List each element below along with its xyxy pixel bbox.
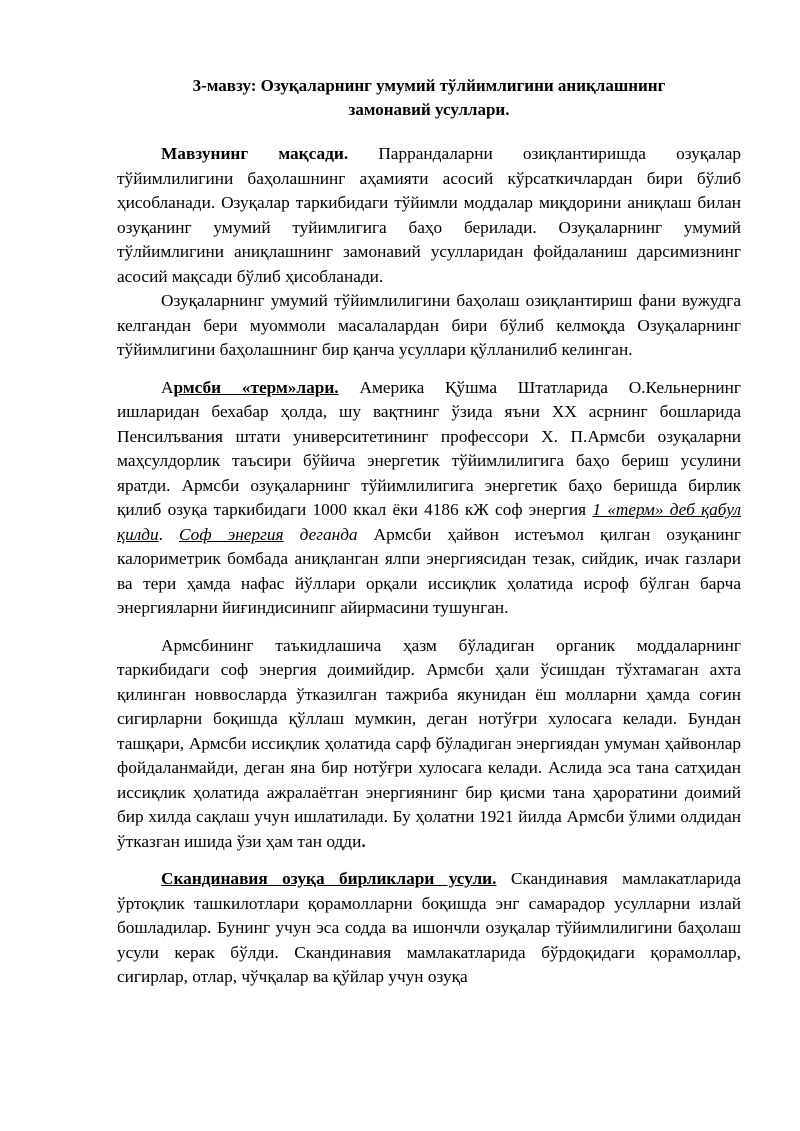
document-title	[117, 74, 741, 122]
armsby-text-1: Америка Қўшма Штатларида О.Кельнернинг ишларидан бехабар ҳолда, шу вақтнинг ўзида яъни XX асрнинг бошларида Пенсилъвания штати университетининг профессори Х. П.Армсби озуқаларни маҳсулдорлик таъсири бўйича энергетик тўйимлилигига баҳо бериш усулини яратди. Армсби озуқаларнинг тўйимлилигига энергетик баҳо беришда бирлик қилиб озуқа таркибидаги 1000 ккал ёки 4186 кЖ соф энергия	[117, 377, 741, 519]
scandinavian-heading: Скандинавия озуқа бирликлари усули.	[161, 869, 497, 888]
purpose-heading: Мавзунинг мақсади.	[161, 144, 349, 163]
armsby-heading: рмсби «терм»лари.	[173, 377, 339, 397]
paragraph-scandinavian	[117, 867, 741, 990]
document-page	[117, 74, 741, 990]
armsby-heading-initial: А	[161, 377, 174, 397]
armsby-conclusions-text: Армсбининг таъкидлашича ҳазм бўладиган органик моддаларнинг таркибидаги соф энергия доимийдир. Армсби ҳали ўсишдан тўхтамаган ахта қилинган новвосларда ўтказилган тажриба якунидан ёш молларни ҳамда соғин сигирларни боқишда қўллаш мумкин, деган нотўғри хулосага келади. Бундан ташқари, Армсби иссиқлик ҳолатида сарф бўладиган энергиядан умуман ҳайвонлар фойдаланмайди, деган яна бир нотўғри хулосага келади. Аслида эса тана сатҳидан иссиқлик ҳолатида ажралаётган энергиянинг бир қисми тана ҳароратини доимий бир хилда сақлаш учун ишлатилади. Бу ҳолатни 1921 йилда Армсби ўлими олдидан ўтказган ишида ўзи ҳам тан одди	[117, 635, 741, 851]
net-energy-term-tail: деганда	[283, 524, 358, 544]
armsby-conclusions-end: .	[361, 831, 366, 851]
paragraph-armsby-conclusions	[117, 634, 741, 855]
armsby-text-3: Армсби ҳайвон истеъмол қилган озуқанинг калориметрик бомбада аниқланган ялпи энергиясидан тезак, сийдик, ичак газлари ва тери ҳамда нафас йўллари орқали иссиқлик ҳолатида исроф бўлган барча энергияларни йиғиндисинипг айирмасини тушунган.	[117, 524, 741, 617]
paragraph-armsby	[117, 376, 741, 621]
paragraph-purpose	[117, 142, 741, 289]
armsby-text-2: .	[158, 524, 180, 544]
title-line-1: 3-мавзу: Озуқаларнинг умумий тўлйимлигини аниқлашнинг	[192, 76, 666, 95]
net-energy-term: Соф энергия	[179, 524, 284, 544]
scandinavian-text: Скандинавия мамлакатларида ўртоқлик ташкилотлари қорамолларни боқишда энг самарадор усулларни излай бошладилар. Бунинг учун эса содда ва ишончли озуқалар тўйимлилигини баҳолаш усули керак бўлди. Скандинавия мамлакатларида бўрдоқидаги қорамоллар, сигирлар, отлар, чўчқалар ва қўйлар учун озуқа	[117, 869, 741, 986]
therm-definition: 1 «терм» деб қабул қилди	[117, 500, 741, 544]
purpose-text: Паррандаларни озиқлантиришда озуқалар тўйимлилигини баҳолашнинг аҳамияти асосий кўрсаткичлардан бири бўлиб ҳисобланади. Озуқалар таркибидаги тўйимли моддалар миқдорини аниқлаш билан озуқанинг умумий туйимлигига баҳо берилади. Озуқаларнинг умумий тўлйимлигини аниқлашнинг замонавий усулларидан фойдаланиш дарсимизнинг асосий мақсади бўлиб ҳисобланади.	[117, 144, 741, 286]
overview-text: Озуқаларнинг умумий тўйимлилигини баҳолаш озиқлантириш фани вужудга келгандан бери муоммоли масалалардан бири бўлиб келмоқда Озуқаларнинг тўйимлигини баҳолашнинг бир қанча усуллари қўлланилиб келинган.	[117, 291, 741, 359]
title-line-2: замонавий усуллари.	[348, 100, 510, 119]
paragraph-overview	[117, 289, 741, 363]
